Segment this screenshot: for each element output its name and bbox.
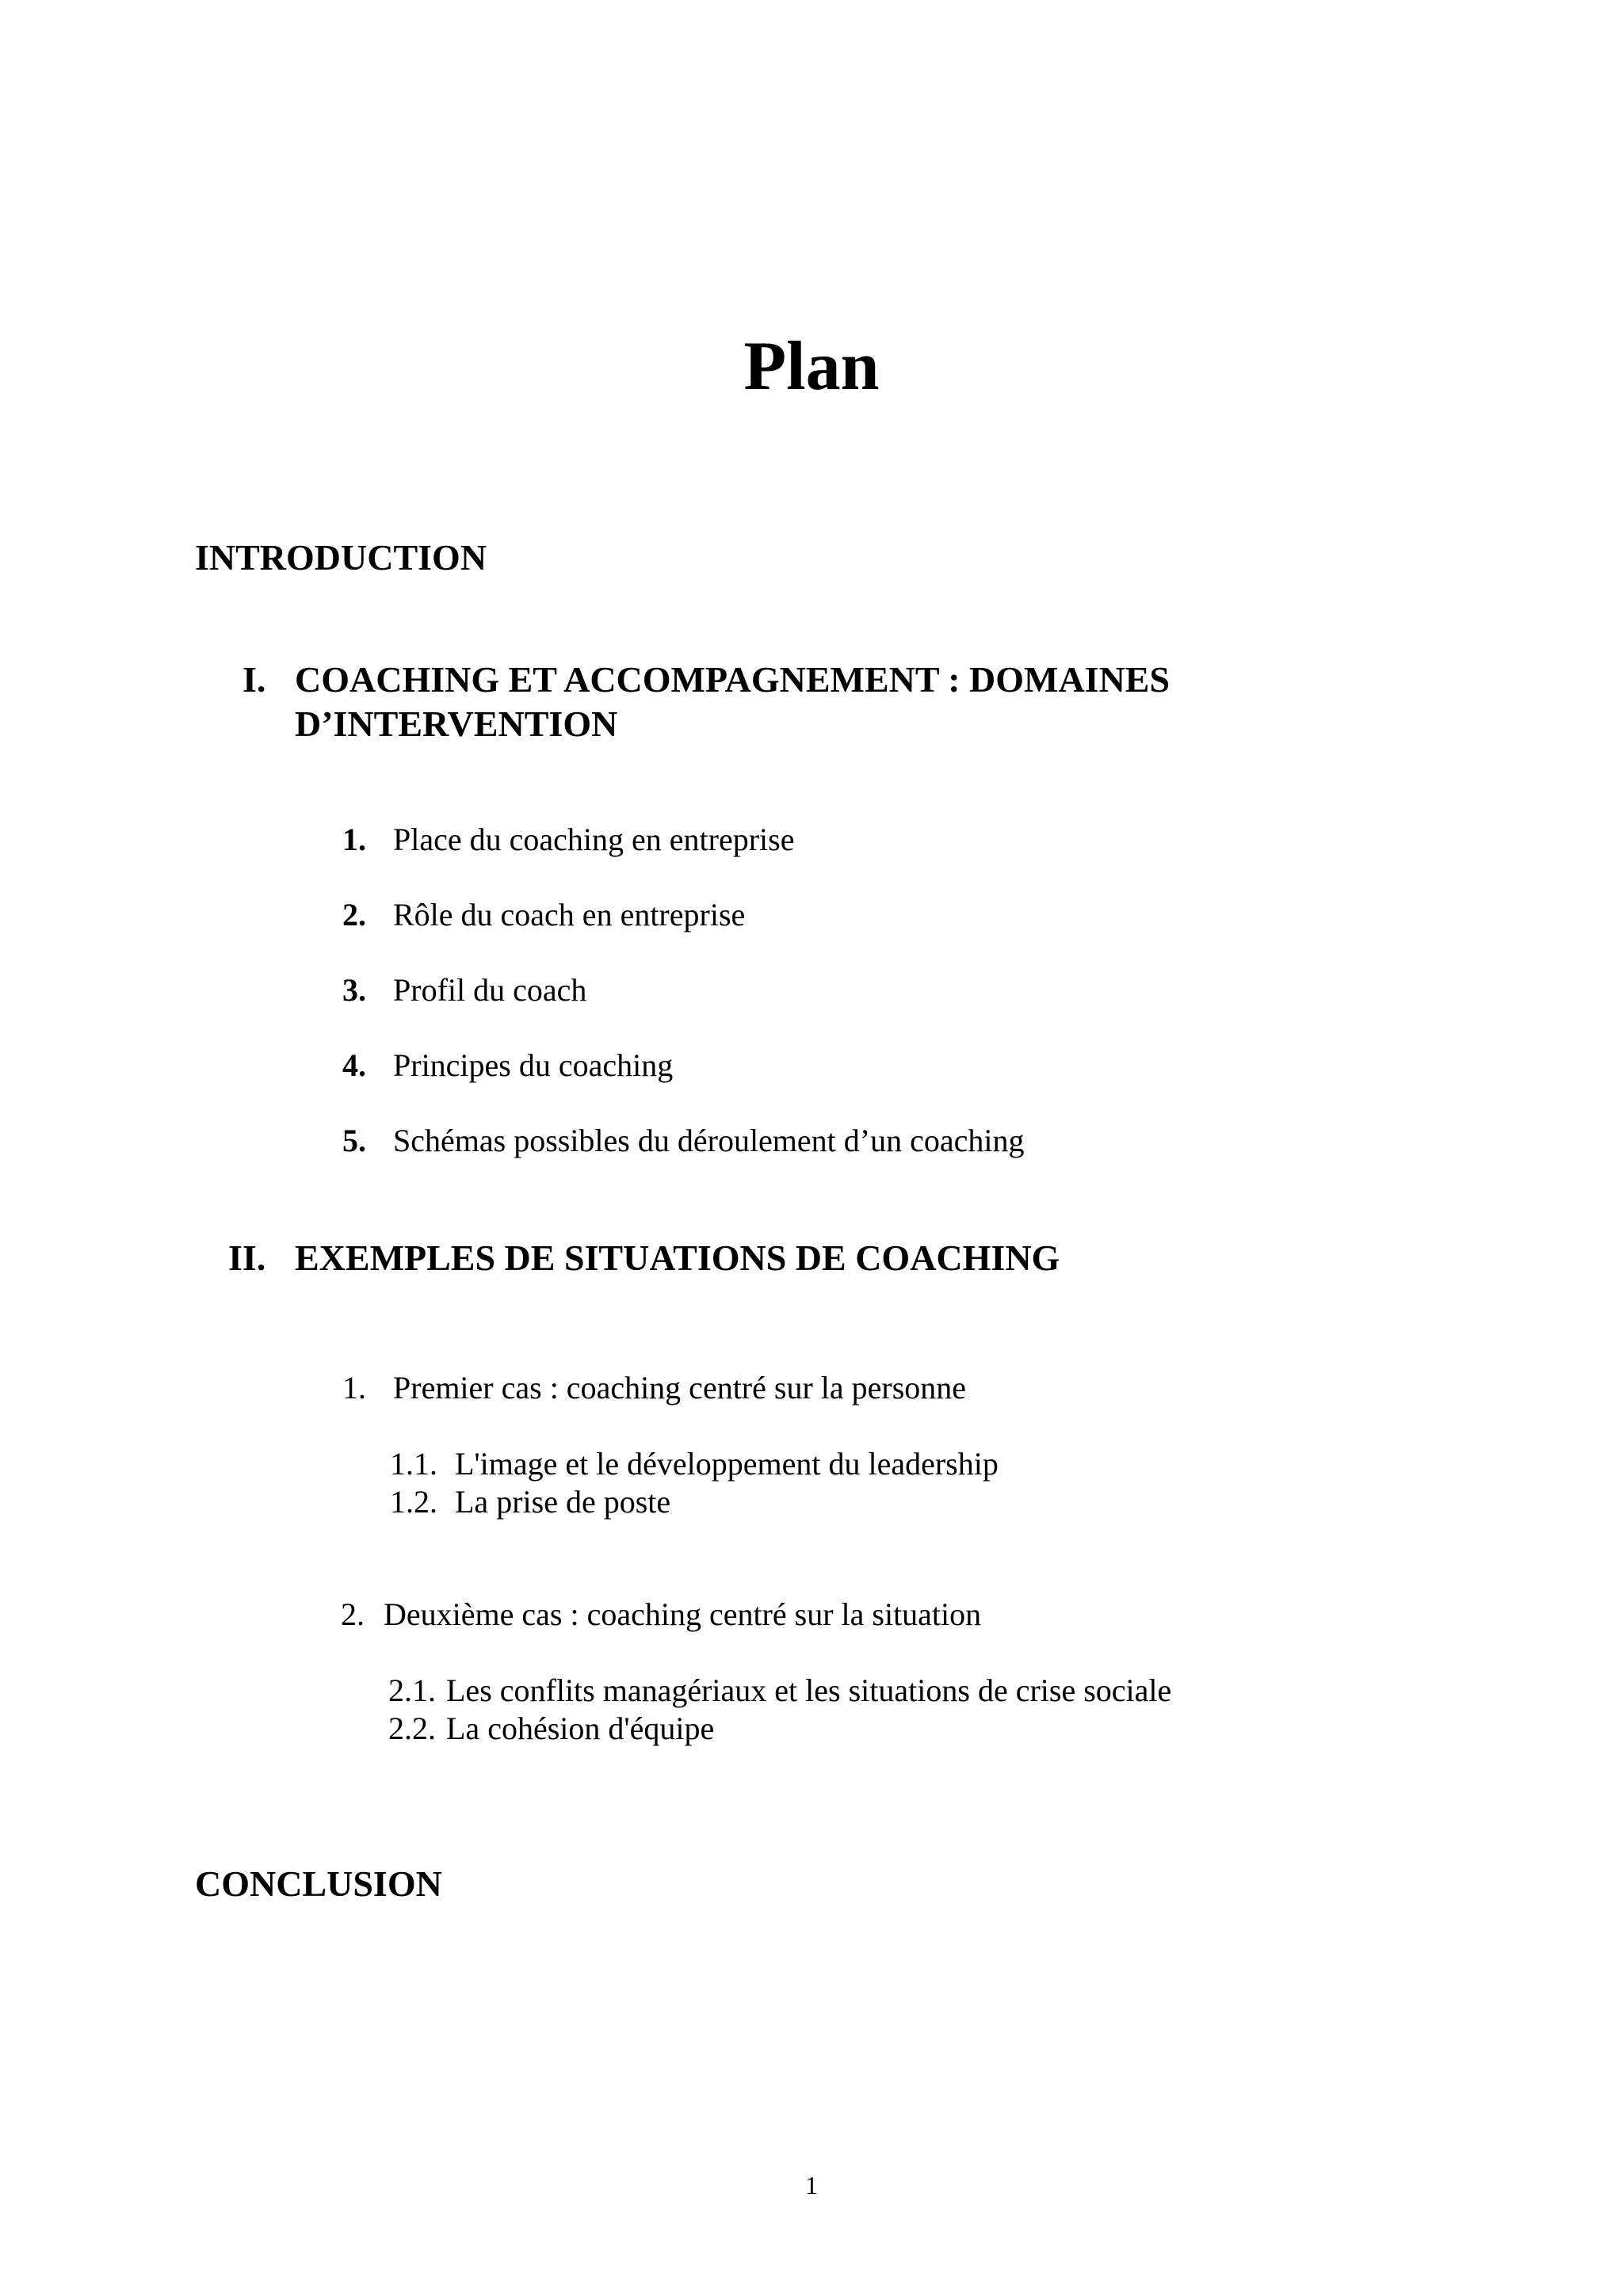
section1-title-line2: D’INTERVENTION: [295, 704, 618, 744]
section1-item-3-label: Profil du coach: [393, 972, 587, 1008]
case-2-sub-2-label: La cohésion d'équipe: [446, 1711, 715, 1746]
case-2-sub-1-num: 2.1.: [388, 1672, 436, 1708]
case-2-label: Deuxième cas : coaching centré sur la situation: [384, 1596, 982, 1632]
case-1-num: 1.: [342, 1370, 366, 1405]
section1-item-2-label: Rôle du coach en entreprise: [393, 897, 746, 933]
section1-item-2-num: 2.: [342, 897, 366, 933]
section1-numeral: I.: [242, 659, 266, 700]
section2-title: EXEMPLES DE SITUATIONS DE COACHING: [295, 1238, 1060, 1278]
section1-item-5-num: 5.: [342, 1123, 366, 1158]
case-2-sub-1-label: Les conflits managériaux et les situations de crise sociale: [446, 1672, 1172, 1708]
conclusion-heading: CONCLUSION: [195, 1863, 442, 1904]
page-title: Plan: [743, 328, 880, 405]
case-1-sub-1-num: 1.1.: [390, 1446, 437, 1482]
section1-title-line1: COACHING ET ACCOMPAGNEMENT : DOMAINES: [295, 659, 1170, 700]
page-number: 1: [805, 2171, 818, 2199]
case-1-sub-1-label: L'image et le développement du leadership: [455, 1446, 999, 1482]
section1-item-4-label: Principes du coaching: [393, 1047, 674, 1083]
case-2-sub-2-num: 2.2.: [388, 1711, 436, 1746]
section2-numeral: II.: [228, 1238, 266, 1278]
case-2-num: 2.: [341, 1596, 365, 1632]
section1-item-3-num: 3.: [342, 972, 366, 1008]
introduction-heading: INTRODUCTION: [195, 537, 487, 578]
case-1-sub-2-num: 1.2.: [390, 1484, 437, 1520]
section1-item-4-num: 4.: [342, 1047, 366, 1083]
case-1-sub-2-label: La prise de poste: [455, 1484, 671, 1520]
case-1-label: Premier cas : coaching centré sur la personne: [393, 1370, 967, 1405]
section1-item-1-label: Place du coaching en entreprise: [393, 822, 795, 857]
section1-item-1-num: 1.: [342, 822, 366, 857]
section1-item-5-label: Schémas possibles du déroulement d’un coaching: [393, 1123, 1025, 1158]
